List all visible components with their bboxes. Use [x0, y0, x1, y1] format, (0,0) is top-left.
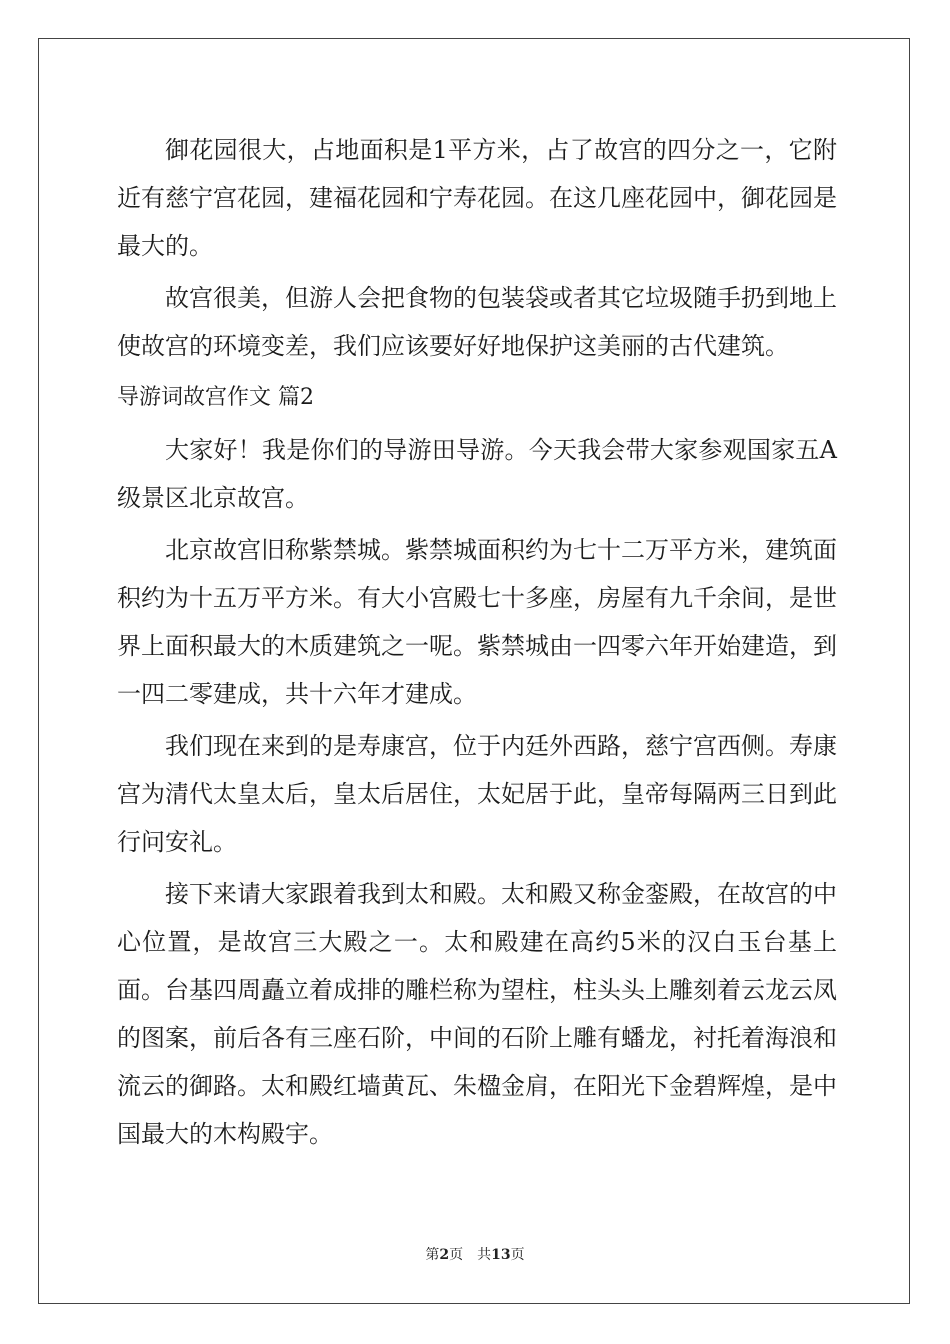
document-body — [117, 126, 837, 1162]
paragraph: 北京故宫旧称紫禁城。紫禁城面积约为七十二万平方米，建筑面积约为十五万平方米。有大小宫殿七十多座，房屋有九千余间，是世界上面积最大的木质建筑之一呢。紫禁城由一四零六年开始建造，到一四二零建成，共十六年才建成。 — [117, 536, 837, 708]
paragraph: 我们现在来到的是寿康宫，位于内廷外西路，慈宁宫西侧。寿康宫为清代太皇太后，皇太后居住，太妃居于此，皇帝每隔两三日到此行问安礼。 — [117, 732, 837, 856]
footer-prefix: 第 — [425, 1247, 440, 1263]
paragraph: 接下来请大家跟着我到太和殿。太和殿又称金銮殿，在故宫的中心位置，是故宫三大殿之一。太和殿建在高约5米的汉白玉台基上面。台基四周矗立着成排的雕栏称为望柱，柱头头上雕刻着云龙云凤的图案，前后各有三座石阶，中间的石阶上雕有蟠龙，衬托着海浪和流云的御路。太和殿红墙黄瓦、朱楹金肩，在阳光下金碧辉煌，是中国最大的木构殿宇。 — [117, 880, 837, 1148]
footer-mid: 页 共 — [449, 1247, 492, 1263]
section-heading: 导游词故宫作文 篇2 — [117, 385, 314, 410]
current-page-number: 2 — [439, 1247, 450, 1263]
paragraph: 御花园很大，占地面积是1平方米，占了故宫的四分之一，它附近有慈宁宫花园，建福花园和宁寿花园。在这几座花园中，御花园是最大的。 — [117, 136, 837, 260]
paragraph: 故宫很美，但游人会把食物的包装袋或者其它垃圾随手扔到地上使故宫的环境变差，我们应该要好好地保护这美丽的古代建筑。 — [117, 284, 837, 360]
footer-suffix: 页 — [510, 1247, 525, 1263]
paragraph: 大家好！我是你们的导游田导游。今天我会带大家参观国家五A级景区北京故宫。 — [117, 436, 837, 512]
page-footer — [0, 1244, 950, 1264]
total-page-number: 13 — [491, 1247, 511, 1263]
